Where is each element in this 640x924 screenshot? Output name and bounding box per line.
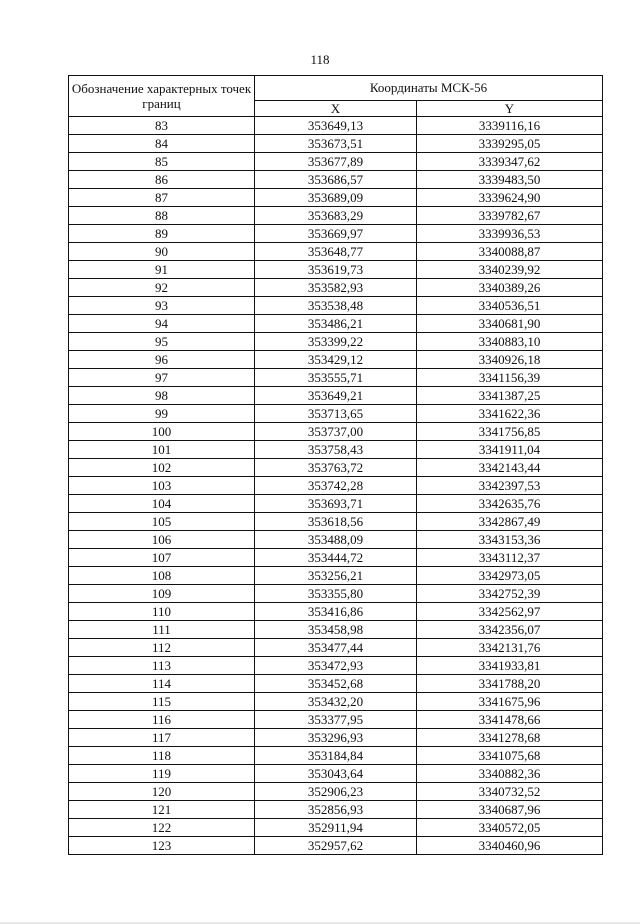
x-coordinate-cell: 353458,98 (255, 621, 417, 639)
x-coordinate-cell: 353444,72 (255, 549, 417, 567)
x-coordinate-cell: 353452,68 (255, 675, 417, 693)
x-coordinate-cell: 352911,94 (255, 819, 417, 837)
point-number-cell: 100 (69, 423, 255, 441)
table-row (69, 279, 603, 297)
point-number-cell: 111 (69, 621, 255, 639)
x-coordinate-cell: 353648,77 (255, 243, 417, 261)
point-number-cell: 98 (69, 387, 255, 405)
coordinates-table (68, 75, 603, 855)
y-coordinate-cell: 3342867,49 (417, 513, 603, 531)
y-coordinate-cell: 3340681,90 (417, 315, 603, 333)
table-row (69, 207, 603, 225)
header-x: X (255, 101, 417, 117)
table-row (69, 837, 603, 855)
point-number-cell: 108 (69, 567, 255, 585)
table-row (69, 603, 603, 621)
table-row (69, 657, 603, 675)
point-number-cell: 85 (69, 153, 255, 171)
table-row (69, 135, 603, 153)
y-coordinate-cell: 3342397,53 (417, 477, 603, 495)
table-row (69, 459, 603, 477)
header-point-designation: Обозначение характерных точек границ (69, 76, 255, 117)
table-row (69, 747, 603, 765)
x-coordinate-cell: 353686,57 (255, 171, 417, 189)
y-coordinate-cell: 3341675,96 (417, 693, 603, 711)
x-coordinate-cell: 353669,97 (255, 225, 417, 243)
table-row (69, 405, 603, 423)
point-number-cell: 119 (69, 765, 255, 783)
y-coordinate-cell: 3340926,18 (417, 351, 603, 369)
x-coordinate-cell: 353649,21 (255, 387, 417, 405)
y-coordinate-cell: 3339483,50 (417, 171, 603, 189)
point-number-cell: 95 (69, 333, 255, 351)
table-row (69, 675, 603, 693)
x-coordinate-cell: 353477,44 (255, 639, 417, 657)
table-row (69, 315, 603, 333)
y-coordinate-cell: 3342635,76 (417, 495, 603, 513)
point-number-cell: 109 (69, 585, 255, 603)
point-number-cell: 118 (69, 747, 255, 765)
table-row (69, 729, 603, 747)
table-row (69, 351, 603, 369)
x-coordinate-cell: 353677,89 (255, 153, 417, 171)
y-coordinate-cell: 3339782,67 (417, 207, 603, 225)
x-coordinate-cell: 353472,93 (255, 657, 417, 675)
point-number-cell: 122 (69, 819, 255, 837)
point-number-cell: 105 (69, 513, 255, 531)
point-number-cell: 121 (69, 801, 255, 819)
point-number-cell: 110 (69, 603, 255, 621)
table-body (69, 117, 603, 855)
y-coordinate-cell: 3341622,36 (417, 405, 603, 423)
table-row (69, 693, 603, 711)
header-y: Y (417, 101, 603, 117)
x-coordinate-cell: 353416,86 (255, 603, 417, 621)
x-coordinate-cell: 353758,43 (255, 441, 417, 459)
table-row (69, 639, 603, 657)
y-coordinate-cell: 3342562,97 (417, 603, 603, 621)
x-coordinate-cell: 353043,64 (255, 765, 417, 783)
table-row (69, 819, 603, 837)
x-coordinate-cell: 353296,93 (255, 729, 417, 747)
x-coordinate-cell: 353737,00 (255, 423, 417, 441)
y-coordinate-cell: 3340687,96 (417, 801, 603, 819)
y-coordinate-cell: 3340088,87 (417, 243, 603, 261)
table-row (69, 477, 603, 495)
y-coordinate-cell: 3339347,62 (417, 153, 603, 171)
y-coordinate-cell: 3340460,96 (417, 837, 603, 855)
point-number-cell: 93 (69, 297, 255, 315)
y-coordinate-cell: 3342356,07 (417, 621, 603, 639)
x-coordinate-cell: 353742,28 (255, 477, 417, 495)
point-number-cell: 101 (69, 441, 255, 459)
table-row (69, 225, 603, 243)
point-number-cell: 94 (69, 315, 255, 333)
point-number-cell: 102 (69, 459, 255, 477)
x-coordinate-cell: 353488,09 (255, 531, 417, 549)
point-number-cell: 90 (69, 243, 255, 261)
x-coordinate-cell: 353689,09 (255, 189, 417, 207)
x-coordinate-cell: 353486,21 (255, 315, 417, 333)
point-number-cell: 99 (69, 405, 255, 423)
y-coordinate-cell: 3341075,68 (417, 747, 603, 765)
y-coordinate-cell: 3340732,52 (417, 783, 603, 801)
x-coordinate-cell: 352856,93 (255, 801, 417, 819)
point-number-cell: 115 (69, 693, 255, 711)
y-coordinate-cell: 3340572,05 (417, 819, 603, 837)
y-coordinate-cell: 3342143,44 (417, 459, 603, 477)
x-coordinate-cell: 352906,23 (255, 783, 417, 801)
y-coordinate-cell: 3339624,90 (417, 189, 603, 207)
x-coordinate-cell: 353619,73 (255, 261, 417, 279)
x-coordinate-cell: 353618,56 (255, 513, 417, 531)
x-coordinate-cell: 353649,13 (255, 117, 417, 135)
y-coordinate-cell: 3341478,66 (417, 711, 603, 729)
table-row (69, 387, 603, 405)
x-coordinate-cell: 353432,20 (255, 693, 417, 711)
point-number-cell: 88 (69, 207, 255, 225)
y-coordinate-cell: 3342973,05 (417, 567, 603, 585)
y-coordinate-cell: 3339295,05 (417, 135, 603, 153)
table-row (69, 531, 603, 549)
table-row (69, 621, 603, 639)
x-coordinate-cell: 353683,29 (255, 207, 417, 225)
table-row (69, 333, 603, 351)
point-number-cell: 83 (69, 117, 255, 135)
y-coordinate-cell: 3342752,39 (417, 585, 603, 603)
table-row (69, 549, 603, 567)
point-number-cell: 116 (69, 711, 255, 729)
point-number-cell: 107 (69, 549, 255, 567)
point-number-cell: 97 (69, 369, 255, 387)
table-row (69, 297, 603, 315)
point-number-cell: 86 (69, 171, 255, 189)
table-row (69, 765, 603, 783)
x-coordinate-cell: 353673,51 (255, 135, 417, 153)
table-row (69, 801, 603, 819)
point-number-cell: 89 (69, 225, 255, 243)
page-number: 118 (310, 52, 330, 67)
table-row (69, 567, 603, 585)
y-coordinate-cell: 3342131,76 (417, 639, 603, 657)
y-coordinate-cell: 3343112,37 (417, 549, 603, 567)
table-row (69, 261, 603, 279)
y-coordinate-cell: 3341756,85 (417, 423, 603, 441)
y-coordinate-cell: 3341278,68 (417, 729, 603, 747)
x-coordinate-cell: 353555,71 (255, 369, 417, 387)
table-row (69, 171, 603, 189)
point-number-cell: 117 (69, 729, 255, 747)
point-number-cell: 114 (69, 675, 255, 693)
point-number-cell: 104 (69, 495, 255, 513)
table-row (69, 513, 603, 531)
point-number-cell: 96 (69, 351, 255, 369)
y-coordinate-cell: 3341156,39 (417, 369, 603, 387)
y-coordinate-cell: 3341911,04 (417, 441, 603, 459)
x-coordinate-cell: 353377,95 (255, 711, 417, 729)
point-number-cell: 103 (69, 477, 255, 495)
point-number-cell: 120 (69, 783, 255, 801)
point-number-cell: 106 (69, 531, 255, 549)
x-coordinate-cell: 353713,65 (255, 405, 417, 423)
x-coordinate-cell: 353763,72 (255, 459, 417, 477)
table-row (69, 711, 603, 729)
point-number-cell: 112 (69, 639, 255, 657)
point-number-cell: 123 (69, 837, 255, 855)
table-row (69, 585, 603, 603)
y-coordinate-cell: 3340536,51 (417, 297, 603, 315)
y-coordinate-cell: 3340239,92 (417, 261, 603, 279)
y-coordinate-cell: 3343153,36 (417, 531, 603, 549)
table-row (69, 423, 603, 441)
y-coordinate-cell: 3340883,10 (417, 333, 603, 351)
point-number-cell: 84 (69, 135, 255, 153)
y-coordinate-cell: 3341387,25 (417, 387, 603, 405)
point-number-cell: 113 (69, 657, 255, 675)
x-coordinate-cell: 353693,71 (255, 495, 417, 513)
x-coordinate-cell: 353355,80 (255, 585, 417, 603)
y-coordinate-cell: 3340882,36 (417, 765, 603, 783)
table-row (69, 369, 603, 387)
x-coordinate-cell: 353582,93 (255, 279, 417, 297)
y-coordinate-cell: 3340389,26 (417, 279, 603, 297)
table-header (69, 76, 603, 117)
table-row (69, 117, 603, 135)
table-row (69, 783, 603, 801)
x-coordinate-cell: 353429,12 (255, 351, 417, 369)
x-coordinate-cell: 352957,62 (255, 837, 417, 855)
table-row (69, 495, 603, 513)
y-coordinate-cell: 3341933,81 (417, 657, 603, 675)
table-row (69, 441, 603, 459)
table-row (69, 153, 603, 171)
x-coordinate-cell: 353184,84 (255, 747, 417, 765)
x-coordinate-cell: 353399,22 (255, 333, 417, 351)
point-number-cell: 92 (69, 279, 255, 297)
table-row (69, 243, 603, 261)
point-number-cell: 91 (69, 261, 255, 279)
x-coordinate-cell: 353538,48 (255, 297, 417, 315)
x-coordinate-cell: 353256,21 (255, 567, 417, 585)
y-coordinate-cell: 3339936,53 (417, 225, 603, 243)
y-coordinate-cell: 3339116,16 (417, 117, 603, 135)
header-coordinates: Координаты МСК-56 (255, 76, 603, 101)
table-row (69, 189, 603, 207)
point-number-cell: 87 (69, 189, 255, 207)
y-coordinate-cell: 3341788,20 (417, 675, 603, 693)
